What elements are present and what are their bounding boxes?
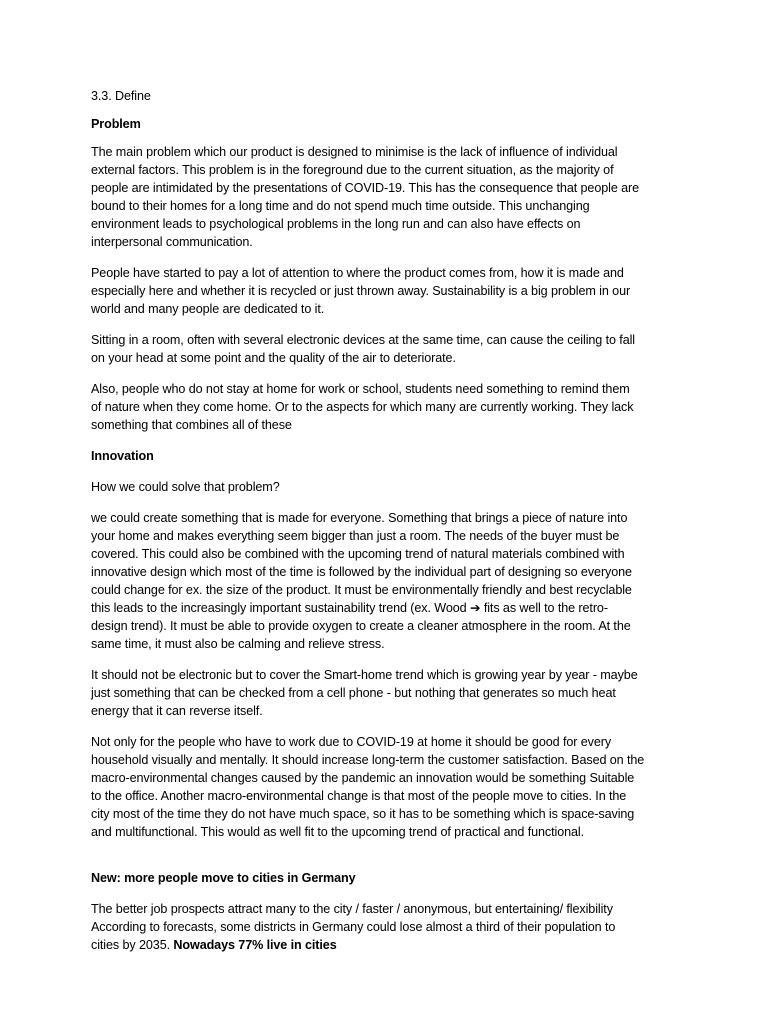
text-line: macro-environmental changes caused by the pandemic an innovation would be something Suitable bbox=[91, 771, 635, 785]
text-line: city most of the time they do not have much space, so it has to be something which is space-saving bbox=[91, 807, 635, 821]
text-span: cities by 2035. bbox=[91, 938, 174, 952]
text-line: could change for ex. the size of the product. It must be environmentally friendly and best recyclable bbox=[91, 583, 632, 597]
arrow-right-icon: ➔ bbox=[469, 601, 481, 615]
text-line: external factors. This problem is in the foreground due to the current situation, as the majority of bbox=[91, 163, 614, 177]
text-line: Also, people who do not stay at home for work or school, students need something to remind them bbox=[91, 382, 630, 396]
text-line: and multifunctional. This would as well fit to the upcoming trend of practical and functional. bbox=[91, 825, 584, 839]
paragraph-solution bbox=[91, 509, 680, 653]
innovation-heading: Innovation bbox=[91, 449, 154, 463]
paragraph-covid-home bbox=[91, 733, 680, 841]
text-line: we could create something that is made for everyone. Something that brings a piece of nature into bbox=[91, 511, 628, 525]
text-line: bound to their homes for a long time and do not spend much time outside. This unchanging bbox=[91, 199, 590, 213]
text-line: same time, it must also be calming and relieve stress. bbox=[91, 637, 385, 651]
paragraph-smart-home bbox=[91, 666, 680, 720]
text-line: Not only for the people who have to work due to COVID-19 at home it should be good for every bbox=[91, 735, 612, 749]
text-line bbox=[91, 936, 680, 954]
text-line: The main problem which our product is designed to minimise is the lack of influence of individual bbox=[91, 145, 618, 159]
paragraph-room-air bbox=[91, 331, 680, 367]
text-line: design trend). It must be able to provide oxygen to create a cleaner atmosphere in the room. At the bbox=[91, 619, 631, 633]
text-line: innovative design which most of the time is followed by the individual part of designing so everyone bbox=[91, 565, 632, 579]
text-line-with-arrow bbox=[91, 599, 680, 617]
text-line: just something that can be checked from a cell phone - but nothing that generates so much heat bbox=[91, 686, 616, 700]
text-line: on your head at some point and the quality of the air to deteriorate. bbox=[91, 351, 456, 365]
text-line: The better job prospects attract many to the city / faster / anonymous, but entertaining/ flexibility bbox=[91, 902, 613, 916]
text-line: world and many people are dedicated to it. bbox=[91, 302, 325, 316]
text-line: energy that it can reverse itself. bbox=[91, 704, 263, 718]
text-line: It should not be electronic but to cover the Smart-home trend which is growing year by year - maybe bbox=[91, 668, 638, 682]
text-line: your home and makes everything seem bigger than just a room. The needs of the buyer must be bbox=[91, 529, 620, 543]
text-line: covered. This could also be combined with the upcoming trend of natural materials combined with bbox=[91, 547, 625, 561]
section-heading: 3.3. Define bbox=[91, 89, 151, 103]
text-line: especially here and whether it is recycled or just thrown away. Sustainability is a big problem in our bbox=[91, 284, 631, 298]
bold-statistic: Nowadays 77% live in cities bbox=[173, 938, 337, 952]
text-line: interpersonal communication. bbox=[91, 235, 253, 249]
text-line: people are intimidated by the presentations of COVID-19. This has the consequence that people are bbox=[91, 181, 640, 195]
paragraph-cities bbox=[91, 900, 680, 954]
text-line: People have started to pay a lot of attention to where the product comes from, how it is made and bbox=[91, 266, 624, 280]
text-line: Sitting in a room, often with several electronic devices at the same time, can cause the ceiling to fall bbox=[91, 333, 636, 347]
text-line: to the office. Another macro-environmental change is that most of the people move to cities. In the bbox=[91, 789, 627, 803]
paragraph-sustainability bbox=[91, 264, 680, 318]
paragraph-nature-reminder bbox=[91, 380, 680, 434]
text-line: According to forecasts, some districts in Germany could lose almost a third of their population to bbox=[91, 920, 616, 934]
text-line: of nature when they come home. Or to the aspects for which many are currently working. They lack bbox=[91, 400, 634, 414]
text-span: this leads to the increasingly important sustainability trend (ex. Wood bbox=[91, 601, 470, 615]
text-span: fits as well to the retro- bbox=[480, 601, 608, 615]
cities-heading: New: more people move to cities in Germany bbox=[91, 871, 356, 885]
paragraph-problem-description bbox=[91, 143, 680, 251]
text-line: something that combines all of these bbox=[91, 418, 292, 432]
problem-heading: Problem bbox=[91, 117, 141, 131]
question-line: How we could solve that problem? bbox=[91, 480, 280, 494]
text-line: environment leads to psychological problems in the long run and can also have effects on bbox=[91, 217, 581, 231]
text-line: household visually and mentally. It should increase long-term the customer satisfaction. Based on the bbox=[91, 753, 645, 767]
